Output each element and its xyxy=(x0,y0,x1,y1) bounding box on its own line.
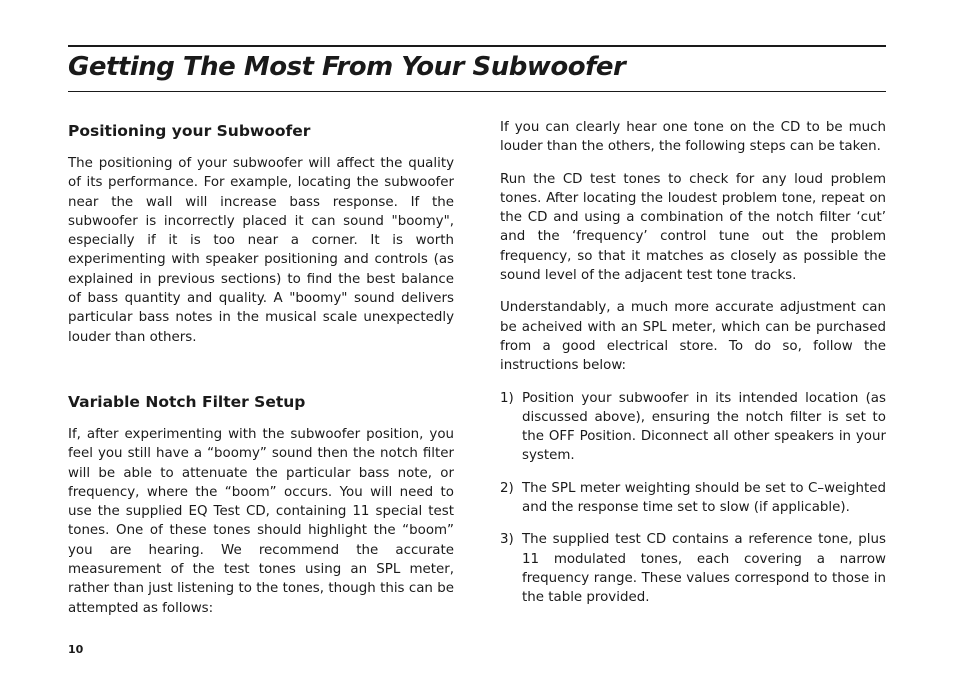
instruction-list xyxy=(500,389,886,608)
page-number: 10 xyxy=(68,643,84,656)
list-item-number: 2) xyxy=(500,480,514,496)
spl-meter-paragraph: Understandably, a much more accurate adjustment can be acheived with an SPL meter, which can be purchased from a good electrical store. To do so, follow the instructions below: xyxy=(500,300,886,374)
page-title: Getting The Most From Your Subwoofer xyxy=(68,52,626,82)
left-column xyxy=(68,118,454,618)
list-item xyxy=(500,479,886,518)
positioning-heading: Positioning your Subwoofer xyxy=(68,122,311,140)
notch-filter-heading: Variable Notch Filter Setup xyxy=(68,392,306,411)
list-item-text: The supplied test CD contains a reference tone, plus 11 modulated tones, each covering a narrow frequency range. These values correspond to those in the table provided. xyxy=(522,532,886,606)
header-bottom-rule xyxy=(68,91,886,92)
intro-paragraph: If you can clearly hear one tone on the CD to be much louder than the others, the following steps can be taken. xyxy=(500,120,886,155)
list-item xyxy=(500,530,886,607)
list-item xyxy=(500,389,886,466)
list-item-number: 1) xyxy=(500,390,514,406)
positioning-paragraph: The positioning of your subwoofer will affect the quality of its performance. For example, locating the subwoofer near the wall will increase bass response. If the subwoofer is incorrectly placed it can sound "boomy", especially if it is too near a corner. It is worth experimenting with speaker positioning and controls (as explained in previous sections) to find the best balance of bass quantity and quality. A "boomy" sound delivers particular bass notes in the musical scale unexpectedly louder than others. xyxy=(68,156,454,345)
list-item-number: 3) xyxy=(500,532,514,548)
notch-filter-paragraph: If, after experimenting with the subwoofer position, you feel you still have a “boomy” sound then the notch filter will be able to attenuate the particular bass note, or frequency, where the “boom” occurs. You will need to use the supplied EQ Test CD, containing 11 special test tones. One of these tones should highlight the “boom” you are hearing. We recommend the accurate measurement of the test tones using an SPL meter, rather than just listening to the tones, though this can be attempted as follows: xyxy=(68,426,454,616)
list-item-text: Position your subwoofer in its intended location (as discussed above), ensuring the notch filter is set to the OFF Position. Diconnect all other speakers in your system. xyxy=(522,390,886,464)
list-item-text: The SPL meter weighting should be set to C–weighted and the response time set to slow (if applicable). xyxy=(522,480,886,516)
test-tones-paragraph: Run the CD test tones to check for any loud problem tones. After locating the loudest problem tone, repeat on the CD and using a combination of the notch filter ‘cut’ and the ‘frequency’ control tune out the problem frequency, so that it matches as closely as possible the sound level of the adjacent test tone tracks. xyxy=(500,171,886,284)
right-column xyxy=(500,118,886,621)
header-top-rule xyxy=(68,45,886,47)
